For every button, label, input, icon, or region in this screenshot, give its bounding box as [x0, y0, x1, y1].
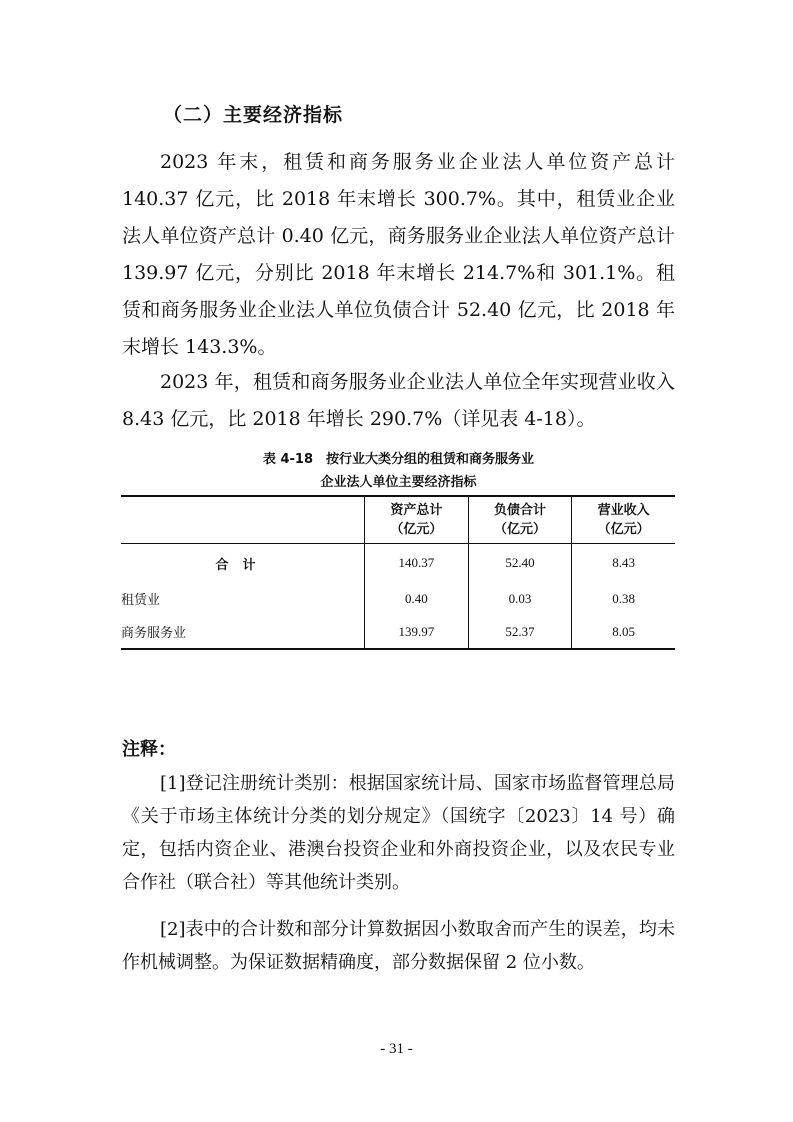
- header-blank: [121, 496, 365, 544]
- paragraph-revenue: [122, 364, 675, 438]
- note-item: [122, 913, 675, 979]
- note-text: [2]表中的合计数和部分计算数据因小数取舍而产生的误差，均未作机械调整。为保证数据精确度，部分数据保留 2 位小数。: [122, 919, 675, 973]
- row-label: 商务服务业: [121, 615, 365, 649]
- cell-revenue: 8.43: [572, 544, 675, 583]
- page-number: - 31 -: [380, 1041, 413, 1057]
- header-revenue: [572, 496, 675, 544]
- note-text: [1]登记注册统计类别：根据国家统计局、国家市场监督管理总局《关于市场主体统计分类的划分规定》（国统字〔2023〕14 号）确定，包括内资企业、港澳台投资企业和外商投资企业，以及农民专业合作社（联合社）等其他统计类别。: [122, 773, 675, 893]
- table-title-line1: 表 4-18 按行业大类分组的租赁和商务服务业: [262, 452, 535, 467]
- section-title: （二）主要经济指标: [163, 104, 344, 126]
- paragraph-text: 2023 年末，租赁和商务服务业企业法人单位资产总计 140.37 亿元，比 2018 年末增长 300.7%。其中，租赁业企业法人单位资产总计 0.40 亿元，商务服务业企业法人单位资产总计 139.97 亿元，分别比 2018 年末增长 214.7%和 301.1%。租赁和商务服务业企业法人单位负债合计 52.40 亿元，比 2018 年末增长 143.3%。: [122, 151, 675, 358]
- table-title-line2: 企业法人单位主要经济指标: [320, 475, 477, 490]
- header-unit: （亿元）: [597, 522, 650, 537]
- cell-assets: 139.97: [365, 615, 469, 649]
- economic-indicators-table: [121, 495, 675, 650]
- paragraph-assets: [122, 144, 675, 366]
- header-label: 营业收入: [597, 503, 650, 518]
- row-label: 合计: [215, 557, 270, 573]
- header-label: 负债合计: [494, 503, 547, 518]
- header-liabilities: [468, 496, 572, 544]
- header-assets: [365, 496, 469, 544]
- header-unit: （亿元）: [494, 522, 547, 537]
- cell-revenue: 8.05: [572, 615, 675, 649]
- table-row-total: [121, 544, 675, 583]
- note-item: [122, 767, 675, 899]
- cell-assets: 140.37: [365, 544, 469, 583]
- cell-liabilities: 52.37: [468, 615, 572, 649]
- notes-title: 注释：: [122, 739, 176, 760]
- cell-liabilities: 0.03: [468, 582, 572, 615]
- table-header-row: [121, 496, 675, 544]
- cell-liabilities: 52.40: [468, 544, 572, 583]
- header-unit: （亿元）: [390, 522, 443, 537]
- table-row: [121, 615, 675, 649]
- header-label: 资产总计: [390, 503, 443, 518]
- table-row: [121, 582, 675, 615]
- cell-revenue: 0.38: [572, 582, 675, 615]
- paragraph-text: 2023 年，租赁和商务服务业企业法人单位全年实现营业收入 8.43 亿元，比 2018 年增长 290.7%（详见表 4-18）。: [122, 371, 675, 430]
- cell-assets: 0.40: [365, 582, 469, 615]
- row-label: 租赁业: [121, 593, 161, 608]
